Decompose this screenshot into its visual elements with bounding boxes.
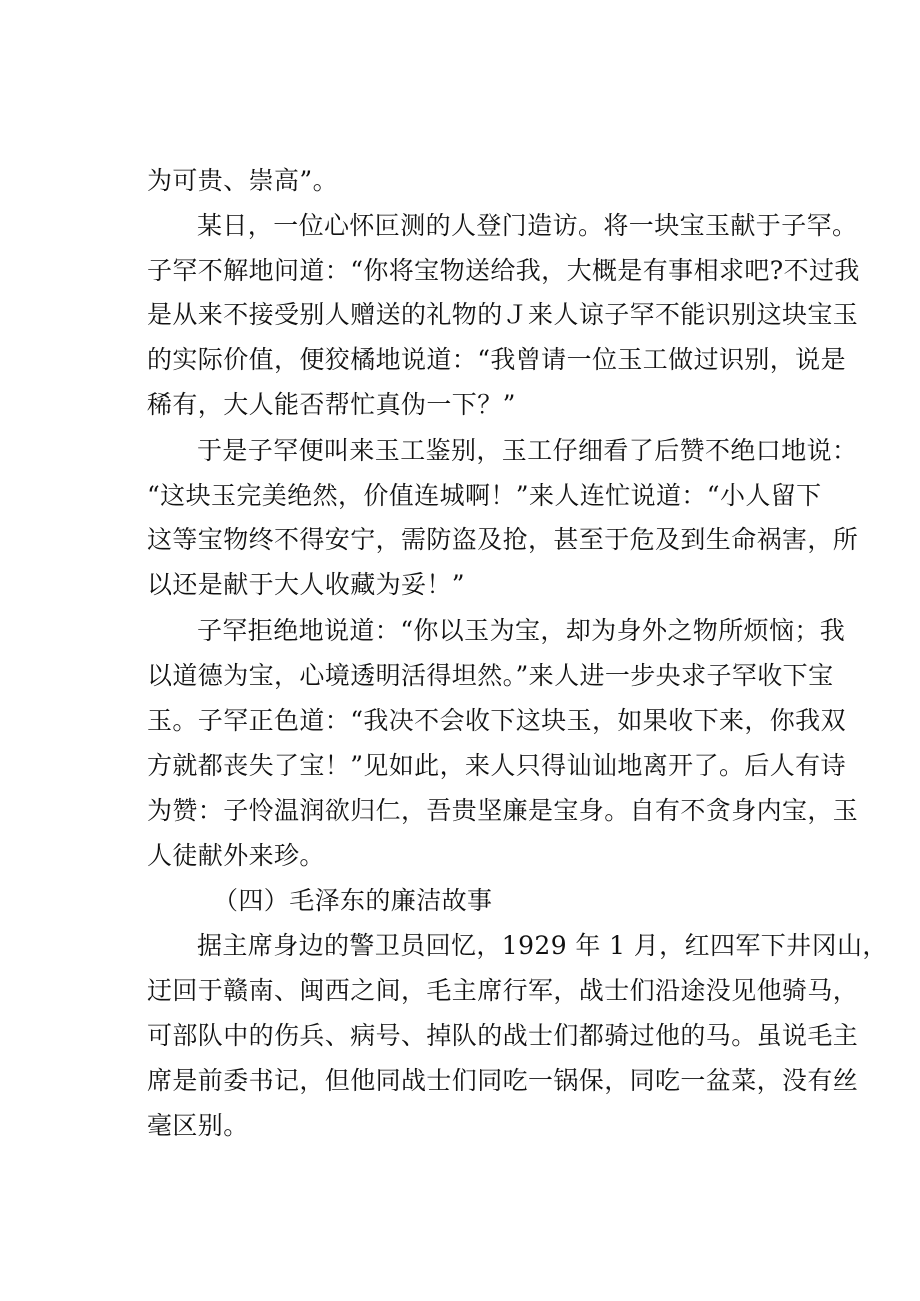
- paragraph-start-line: 据主席身边的警卫员回忆，1929 年 1 月，红四军下井冈山，: [197, 931, 888, 960]
- text-line: 以道德为宝，心境透明活得坦然。”来人进一步央求子罕收下宝: [147, 661, 834, 690]
- text-line: 为赞：子怜温润欲归仁，吾贵坚廉是宝身。自有不贪身内宝，玉: [147, 796, 859, 825]
- text-line: 可部队中的伤兵、病号、掉队的战士们都骑过他的马。虽说毛主: [147, 1021, 859, 1050]
- text-line: 子罕不解地问道：“你将宝物送给我，大概是有事相求吧?不过我: [147, 256, 860, 285]
- section-heading: （四）毛泽东的廉洁故事: [213, 886, 493, 915]
- text-line: 以还是献于大人收藏为妥！”: [147, 570, 465, 599]
- text-line: 玉。子罕正色道：“我决不会收下这块玉，如果收下来，你我双: [147, 706, 846, 735]
- paragraph-start-line: 某日，一位心怀叵测的人登门造访。将一块宝玉献于子罕。: [197, 211, 858, 240]
- text-line: 人徒献外来珍。: [147, 841, 325, 870]
- text-line: 毫区别。: [147, 1111, 249, 1140]
- text-line: 迂回于赣南、闽西之间，毛主席行军，战士们沿途没见他骑马，: [147, 976, 859, 1005]
- text-line: 为可贵、崇高”。: [147, 166, 338, 195]
- text-line: 席是前委书记，但他同战士们同吃一锅保，同吃一盆菜，没有丝: [147, 1066, 859, 1095]
- paragraph-start-line: 子罕拒绝地说道：“你以玉为宝，却为身外之物所烦恼；我: [197, 616, 846, 645]
- text-line: 的实际价值，便狡橘地说道：“我曾请一位玉工做过识别，说是: [147, 345, 846, 374]
- text-line: “这块玉完美绝然，价值连城啊！”来人连忙说道：“小人留下: [147, 481, 822, 510]
- text-line: 方就都丧失了宝！”见如此，来人只得讪讪地离开了。后人有诗: [147, 751, 846, 780]
- paragraph-start-line: 于是子罕便叫来玉工鉴别，玉工仔细看了后赞不绝口地说：: [197, 436, 858, 465]
- text-line: 这等宝物终不得安宁，需防盗及抢，甚至于危及到生命祸害，所: [147, 525, 859, 554]
- text-line: 是从来不接受别人赠送的礼物的Ｊ来人谅子罕不能识别这块宝玉: [147, 300, 859, 329]
- text-line: 稀有，大人能否帮忙真伪一下？”: [147, 390, 516, 419]
